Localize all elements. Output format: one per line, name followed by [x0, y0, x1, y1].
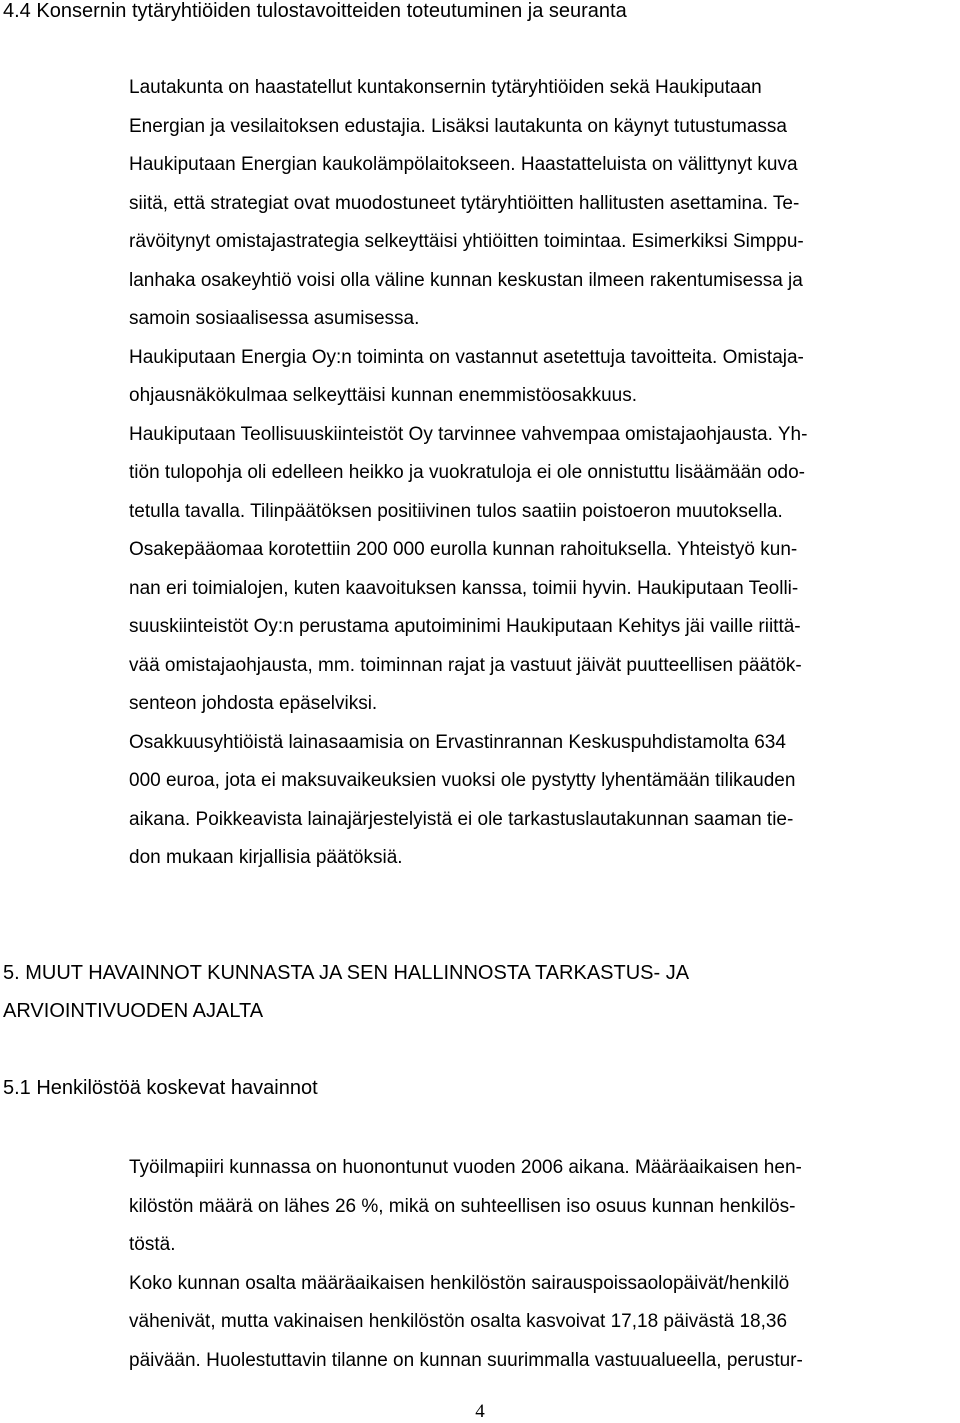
body-line: Lautakunta on haastatellut kuntakonsernin tytäryhtiöiden sekä Haukiputaan — [129, 77, 762, 98]
body-line: päivään. Huolestuttavin tilanne on kunnan suurimmalla vastuualueella, perustur- — [129, 1349, 803, 1371]
body-line: rävöitynyt omistajastrategia selkeyttäisi yhtiöitten toimintaa. Esimerkiksi Simppu- — [129, 231, 804, 252]
body-line: Haukiputaan Teollisuuskiinteistöt Oy tarvinnee vahvempaa omistajaohjausta. Yh- — [129, 423, 808, 445]
body-line: tiön tulopohja oli edelleen heikko ja vuokratuloja ei ole onnistuttu lisäämään odo- — [129, 462, 806, 483]
section-5-1-heading: 5.1 Henkilöstöä koskevat havainnot — [3, 1077, 318, 1099]
body-line: samoin sosiaalisessa asumisessa. — [129, 308, 420, 329]
body-line: ohjausnäkökulmaa selkeyttäisi kunnan enemmistöosakkuus. — [129, 385, 637, 406]
body-line: vää omistajaohjausta, mm. toiminnan rajat ja vastuut jäivät puutteellisen päätök- — [129, 654, 802, 676]
body-line: kilöstön määrä on lähes 26 %, mikä on suhteellisen iso osuus kunnan henkilös- — [129, 1195, 796, 1217]
body-line: nan eri toimialojen, kuten kaavoituksen kanssa, toimii hyvin. Haukiputaan Teolli- — [129, 577, 799, 599]
body-line: aikana. Poikkeavista lainajärjestelyistä ei ole tarkastuslautakunnan saaman tie- — [129, 808, 794, 830]
body-line: Haukiputaan Energia Oy:n toiminta on vastannut asetettuja tavoitteita. Omistaja- — [129, 346, 804, 368]
body-line: don mukaan kirjallisia päätöksiä. — [129, 847, 403, 868]
body-line: Energian ja vesilaitoksen edustajia. Lisäksi lautakunta on käynyt tutustumassa — [129, 115, 787, 137]
body-line: töstä. — [129, 1234, 176, 1255]
body-line: Osakkuusyhtiöistä lainasaamisia on Ervastinrannan Keskuspuhdistamolta 634 — [129, 731, 786, 753]
section-5-heading — [3, 954, 689, 1030]
body-line: Osakepääomaa korotettiin 200 000 eurolla kunnan rahoituksella. Yhteistyö kun- — [129, 539, 798, 560]
body-line: vähenivät, mutta vakinaisen henkilöstön osalta kasvoivat 17,18 päivästä 18,36 — [129, 1311, 788, 1332]
section-4-4-body — [129, 69, 959, 878]
section-4-4-heading: 4.4 Konsernin tytäryhtiöiden tulostavoitteiden toteutuminen ja seuranta — [3, 0, 627, 22]
body-line: Haukiputaan Energian kaukolämpölaitokseen. Haastatteluista on välittynyt kuva — [129, 154, 798, 175]
body-line: suuskiinteistöt Oy:n perustama aputoiminimi Haukiputaan Kehitys jäi vaille riittä- — [129, 616, 801, 637]
body-line: siitä, että strategiat ovat muodostuneet tytäryhtiöitten hallitusten asettamina. Te- — [129, 192, 800, 214]
body-line: senteon johdosta epäselviksi. — [129, 693, 378, 714]
body-line: tetulla tavalla. Tilinpäätöksen positiivinen tulos saatiin poistoeron muutoksella. — [129, 500, 783, 522]
section-5-heading-line-2: ARVIOINTIVUODEN AJALTA — [3, 1000, 264, 1022]
section-5-1-body — [129, 1149, 959, 1380]
body-line: Koko kunnan osalta määräaikaisen henkilöstön sairauspoissaolopäivät/henkilö — [129, 1272, 790, 1294]
body-line: lanhaka osakeyhtiö voisi olla väline kunnan keskustan ilmeen rakentumisessa ja — [129, 269, 803, 291]
body-line: Työilmapiiri kunnassa on huonontunut vuoden 2006 aikana. Määräaikaisen hen- — [129, 1157, 802, 1178]
body-line: 000 euroa, jota ei maksuvaikeuksien vuoksi ole pystytty lyhentämään tilikauden — [129, 770, 796, 791]
page-number: 4 — [475, 1401, 485, 1422]
section-5-heading-line-1: 5. MUUT HAVAINNOT KUNNASTA JA SEN HALLINNOSTA TARKASTUS- JA — [3, 962, 690, 984]
